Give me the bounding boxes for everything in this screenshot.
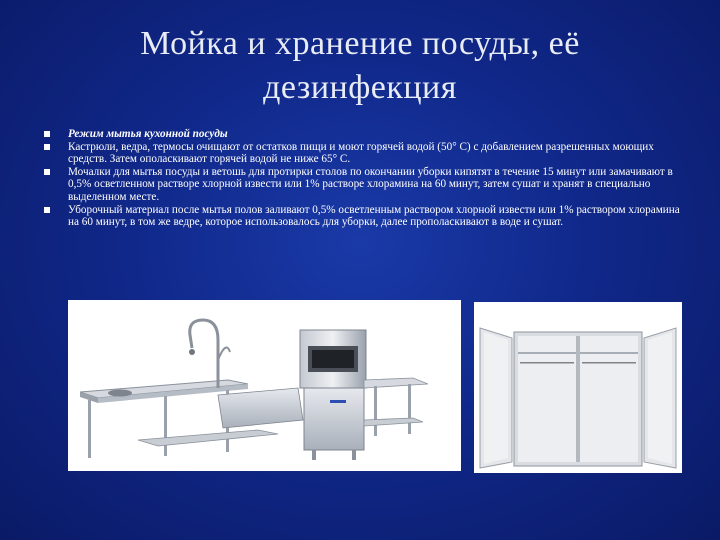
bullet-item	[40, 141, 690, 166]
slide-title	[60, 22, 660, 110]
bullet-list	[40, 128, 690, 229]
bullet-marker-icon	[44, 207, 50, 213]
wardrobe-cabinet-photo	[474, 302, 682, 473]
dishwasher-sink-photo	[68, 300, 461, 471]
dishwasher-sink-illustration	[68, 300, 461, 471]
bullet-marker-icon	[44, 144, 50, 150]
bullet-marker-icon	[44, 131, 50, 137]
bullet-text: Мочалки для мытья посуды и ветошь для протирки столов по окончании уборки кипятят в течение 15 минут или замачивают в 0,5% осветленном растворе хлорной извести или 1% растворе хлорамина на 60 минут, затем сушат и хранят в специально выделенном месте.	[68, 165, 673, 203]
bullet-item	[40, 166, 690, 204]
bullet-text: Уборочный материал после мытья полов заливают 0,5% осветленным раствором хлорной извести или 1% раствором хлорамина на 60 минут, в том же ведре, которое использовалось для уборки, далее прополаскивают в воде и сушат.	[68, 203, 680, 229]
bullet-text: Режим мытья кухонной посуды	[68, 128, 228, 140]
bullet-item	[40, 204, 690, 229]
wardrobe-cabinet-illustration	[474, 302, 682, 473]
title-line-1: Мойка и хранение посуды, её	[140, 25, 580, 62]
bullet-item	[40, 128, 690, 141]
title-line-2: дезинфекция	[263, 69, 457, 106]
bullet-text: Кастрюли, ведра, термосы очищают от остатков пищи и моют горячей водой (50° С) с добавлением разрешенных моющих средств. Затем ополаскивают горячей водой не ниже 65° С.	[68, 140, 654, 166]
bullet-marker-icon	[44, 169, 50, 175]
